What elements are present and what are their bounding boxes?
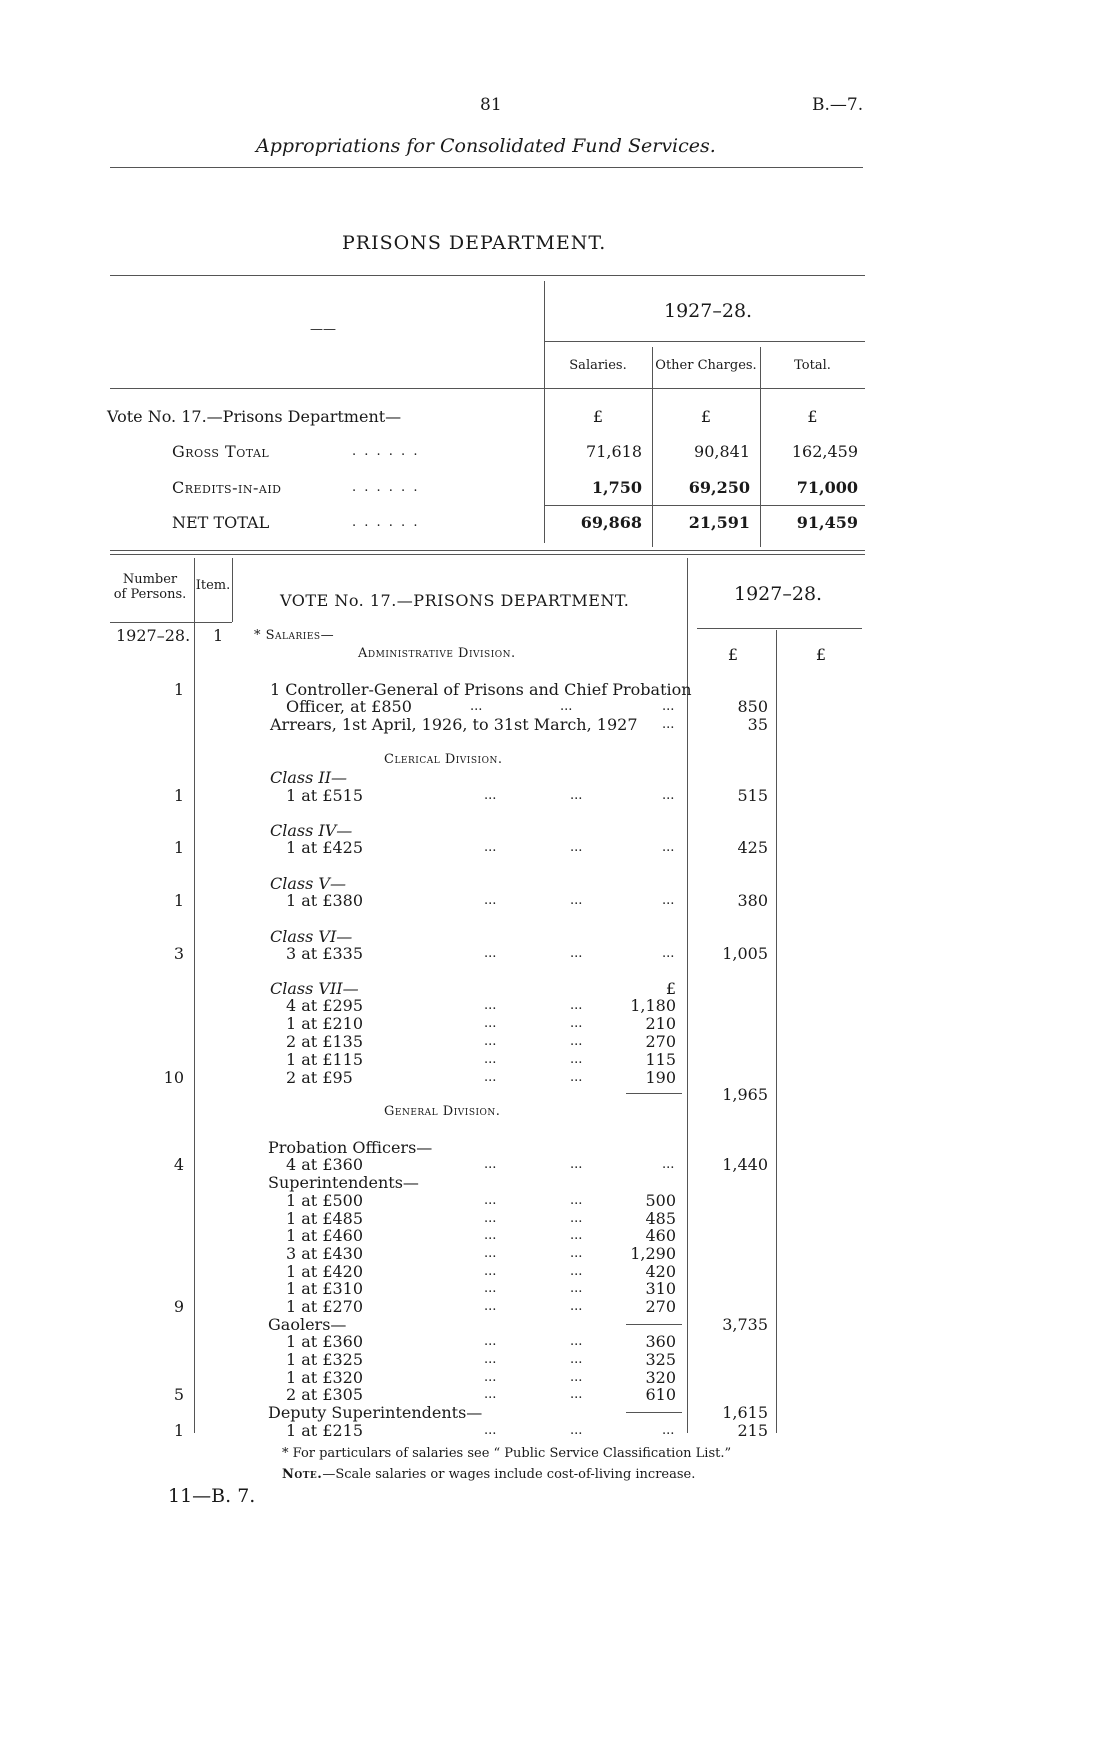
page-number: 81	[480, 95, 502, 115]
superintendent-line: 1 at £485	[286, 1209, 364, 1228]
class-vii-line: 4 at £295	[286, 996, 364, 1015]
general-division: General Division.	[384, 1104, 501, 1119]
ellipsis: ...	[484, 1193, 497, 1208]
gaoler-line: 1 at £360	[286, 1332, 364, 1351]
credits-other: 69,250	[688, 478, 750, 497]
ellipsis: ...	[570, 946, 583, 961]
class-vii-amount: 270	[645, 1032, 676, 1051]
superintendent-line: 1 at £460	[286, 1226, 364, 1245]
persons-count: 1	[173, 680, 184, 699]
superintendent-amount: 460	[645, 1226, 676, 1245]
ellipsis: ...	[570, 1281, 583, 1296]
col-number-header: Number	[122, 572, 178, 587]
controller-amount: 850	[737, 697, 768, 716]
salaries-heading: * Salaries—	[254, 628, 335, 643]
administrative-division: Administrative Division.	[358, 646, 516, 661]
gaoler-amount: 325	[645, 1350, 676, 1369]
persons-count: 1	[173, 891, 184, 910]
class-v-amount: 380	[737, 891, 768, 910]
detail-top-rule-2	[110, 554, 865, 555]
ellipsis: ...	[570, 1334, 583, 1349]
gross-total-label: Gross Total	[172, 442, 270, 461]
ellipsis: ...	[570, 1423, 583, 1438]
ellipsis: ...	[484, 1423, 497, 1438]
gross-salaries: 71,618	[586, 442, 642, 461]
ellipsis: ...	[484, 1052, 497, 1067]
ellipsis: ...	[662, 840, 675, 855]
superintendent-line: 1 at £500	[286, 1191, 364, 1210]
department-title: PRISONS DEPARTMENT.	[342, 232, 607, 254]
class-vii-total: 1,965	[722, 1085, 768, 1104]
header-rule	[110, 167, 863, 168]
superintendent-amount: 310	[645, 1279, 676, 1298]
ellipsis: ...	[484, 1157, 497, 1172]
pound-sign: £	[807, 407, 818, 426]
ellipsis: ...	[484, 1246, 497, 1261]
credits-total: 71,000	[796, 478, 858, 497]
arrears-amount: 35	[747, 715, 768, 734]
credits-in-aid-label: Credits-in-aid	[172, 478, 282, 497]
class-vii-amount: 190	[645, 1068, 676, 1087]
year-bottom-rule	[697, 628, 862, 629]
ellipsis: ...	[570, 1228, 583, 1243]
gaolers-total: 1,615	[722, 1403, 768, 1422]
header-bottom-rule	[110, 622, 232, 623]
controller-line-2: Officer, at £850	[286, 697, 412, 716]
gaoler-line: 1 at £320	[286, 1368, 364, 1387]
ellipsis: ...	[662, 1157, 675, 1172]
gaoler-amount: 320	[645, 1368, 676, 1387]
ellipsis: ...	[662, 788, 675, 803]
gross-other: 90,841	[694, 442, 750, 461]
class-vii-line: 2 at £95	[286, 1068, 353, 1087]
subtotal-rule	[626, 1324, 682, 1325]
superintendent-amount: 270	[645, 1297, 676, 1316]
class-vii-amount: 115	[645, 1050, 676, 1069]
ellipsis: ...	[570, 1299, 583, 1314]
ellipsis: ...	[662, 1423, 675, 1438]
summary-vote-label: Vote No. 17.—Prisons Department—	[107, 407, 402, 426]
superintendent-line: 1 at £310	[286, 1279, 364, 1298]
superintendent-amount: 420	[645, 1262, 676, 1281]
ellipsis: ...	[560, 699, 573, 714]
class-vii-heading: Class VII—	[270, 979, 359, 998]
class-vii-line: 2 at £135	[286, 1032, 364, 1051]
gaoler-line: 2 at £305	[286, 1385, 364, 1404]
col-total-header: Total.	[794, 358, 831, 373]
superintendent-line: 3 at £430	[286, 1244, 364, 1263]
class-v-heading: Class V—	[270, 874, 346, 893]
ellipsis: ...	[484, 893, 497, 908]
class-vii-amount: 210	[645, 1014, 676, 1033]
ellipsis: ...	[484, 1370, 497, 1385]
class-vii-line: 1 at £210	[286, 1014, 364, 1033]
ellipsis: ...	[570, 893, 583, 908]
net-rule	[544, 505, 865, 506]
ellipsis: ...	[570, 1352, 583, 1367]
leader-dots: . . . . . .	[352, 444, 420, 459]
probation-line: 4 at £360	[286, 1155, 364, 1174]
ellipsis: ...	[484, 1016, 497, 1031]
ellipsis: ...	[484, 1070, 497, 1085]
gaoler-amount: 610	[645, 1385, 676, 1404]
ellipsis: ...	[484, 1387, 497, 1402]
note	[282, 1467, 695, 1482]
pound-sign: £	[727, 645, 739, 664]
controller-line-1: 1 Controller-General of Prisons and Chief Probation	[270, 680, 692, 699]
ellipsis: ...	[470, 699, 483, 714]
superintendents-heading: Superintendents—	[268, 1173, 419, 1192]
ellipsis: ...	[484, 946, 497, 961]
arrears-line: Arrears, 1st April, 1926, to 31st March, 1927	[270, 715, 638, 734]
gaoler-amount: 360	[645, 1332, 676, 1351]
ellipsis: ...	[484, 1334, 497, 1349]
page-signature: 11—B. 7.	[168, 1485, 256, 1507]
probation-heading: Probation Officers—	[268, 1138, 433, 1157]
detail-year: 1927–28.	[734, 583, 823, 605]
ellipsis: ...	[662, 893, 675, 908]
gaoler-line: 1 at £325	[286, 1350, 364, 1369]
col-salaries-header: Salaries.	[569, 358, 627, 373]
persons-count: 10	[163, 1068, 184, 1087]
item-col-rule-left	[194, 558, 195, 1433]
subtotal-rule	[626, 1412, 682, 1413]
ellipsis: ...	[484, 1264, 497, 1279]
clerical-division: Clerical Division.	[384, 752, 503, 767]
ellipsis: ...	[484, 998, 497, 1013]
note-label: Note.	[282, 1467, 323, 1482]
class-iv-heading: Class IV—	[270, 821, 353, 840]
gaolers-heading: Gaolers—	[268, 1315, 347, 1334]
ellipsis: ...	[570, 1070, 583, 1085]
pound-sign: £	[592, 407, 604, 426]
superintendent-amount: 500	[645, 1191, 676, 1210]
class-vii-line: 1 at £115	[286, 1050, 364, 1069]
deputy-amount: 215	[737, 1421, 768, 1440]
ellipsis: ...	[484, 1281, 497, 1296]
year-left: 1927–28.	[116, 626, 191, 645]
deputy-superintendents-heading: Deputy Superintendents—	[268, 1403, 483, 1422]
superintendent-amount: 485	[645, 1209, 676, 1228]
net-other: 21,591	[688, 513, 750, 532]
superintendent-line: 1 at £420	[286, 1262, 364, 1281]
pound-sign: £	[700, 407, 712, 426]
note-text: —Scale salaries or wages include cost-of-living increase.	[322, 1467, 696, 1482]
gross-total: 162,459	[791, 442, 858, 461]
credits-salaries: 1,750	[591, 478, 642, 497]
leader-dots: . . . . . .	[352, 515, 420, 530]
ellipsis: ...	[484, 788, 497, 803]
persons-count: 1	[173, 838, 184, 857]
ellipsis: ...	[570, 1387, 583, 1402]
ellipsis: ...	[570, 1016, 583, 1031]
class-vi-line: 3 at £335	[286, 944, 364, 963]
ellipsis: ...	[570, 1052, 583, 1067]
ellipsis: ...	[570, 1246, 583, 1261]
ellipsis: ...	[484, 1352, 497, 1367]
ellipsis: ...	[484, 1034, 497, 1049]
pound-sign: £	[665, 979, 676, 998]
persons-count: 5	[173, 1385, 184, 1404]
class-vi-amount: 1,005	[722, 944, 768, 963]
net-salaries: 69,868	[580, 513, 642, 532]
leader-dots: . . . . . .	[352, 480, 420, 495]
ellipsis: ...	[570, 1193, 583, 1208]
persons-count: 9	[173, 1297, 184, 1316]
ellipsis: ...	[662, 699, 675, 714]
pound-sign: £	[815, 645, 827, 664]
persons-count: 1	[173, 1421, 184, 1440]
ellipsis: ...	[484, 1299, 497, 1314]
col-other-charges-header: Other Charges.	[655, 358, 757, 373]
ellipsis: ...	[484, 840, 497, 855]
amount-col-rule-2	[776, 630, 777, 1433]
ellipsis: ...	[570, 1370, 583, 1385]
summary-top-rule	[110, 275, 865, 276]
summary-header-rule	[110, 388, 865, 389]
detail-top-rule	[110, 550, 865, 551]
subtotal-rule	[626, 1093, 682, 1094]
persons-count: 1	[173, 786, 184, 805]
class-iv-amount: 425	[737, 838, 768, 857]
ellipsis: ...	[570, 1034, 583, 1049]
net-total-label: NET TOTAL	[172, 513, 270, 532]
summary-dash: ——	[310, 322, 336, 337]
class-ii-heading: Class II—	[270, 768, 348, 787]
item-number: 1	[213, 626, 224, 645]
ellipsis: ...	[570, 998, 583, 1013]
class-iv-line: 1 at £425	[286, 838, 364, 857]
net-total: 91,459	[796, 513, 858, 532]
ellipsis: ...	[570, 788, 583, 803]
superintendents-total: 3,735	[722, 1315, 768, 1334]
persons-count: 4	[173, 1155, 184, 1174]
footnote: * For particulars of salaries see “ Public Service Classification List.”	[282, 1446, 732, 1461]
superintendent-amount: 1,290	[630, 1244, 676, 1263]
ellipsis: ...	[484, 1211, 497, 1226]
superintendent-line: 1 at £270	[286, 1297, 364, 1316]
summary-year-rule	[544, 341, 865, 342]
ellipsis: ...	[484, 1228, 497, 1243]
class-vii-amount: 1,180	[630, 996, 676, 1015]
deputy-line: 1 at £215	[286, 1421, 364, 1440]
ellipsis: ...	[662, 717, 675, 732]
page-heading: Appropriations for Consolidated Fund Services.	[256, 135, 716, 157]
class-v-line: 1 at £380	[286, 891, 364, 910]
persons-count: 3	[173, 944, 184, 963]
probation-amount: 1,440	[722, 1155, 768, 1174]
ellipsis: ...	[570, 1264, 583, 1279]
ellipsis: ...	[570, 1157, 583, 1172]
ellipsis: ...	[570, 1211, 583, 1226]
ellipsis: ...	[662, 946, 675, 961]
class-vi-heading: Class VI—	[270, 927, 353, 946]
ellipsis: ...	[570, 840, 583, 855]
item-col-rule-right	[232, 558, 233, 622]
summary-year: 1927–28.	[664, 300, 753, 322]
class-ii-amount: 515	[737, 786, 768, 805]
class-ii-line: 1 at £515	[286, 786, 364, 805]
vote-title: VOTE No. 17.—PRISONS DEPARTMENT.	[280, 591, 630, 610]
document-reference: B.—7.	[812, 95, 864, 115]
col-number-header-2: of Persons.	[113, 587, 187, 602]
col-item-header: Item.	[195, 578, 231, 593]
